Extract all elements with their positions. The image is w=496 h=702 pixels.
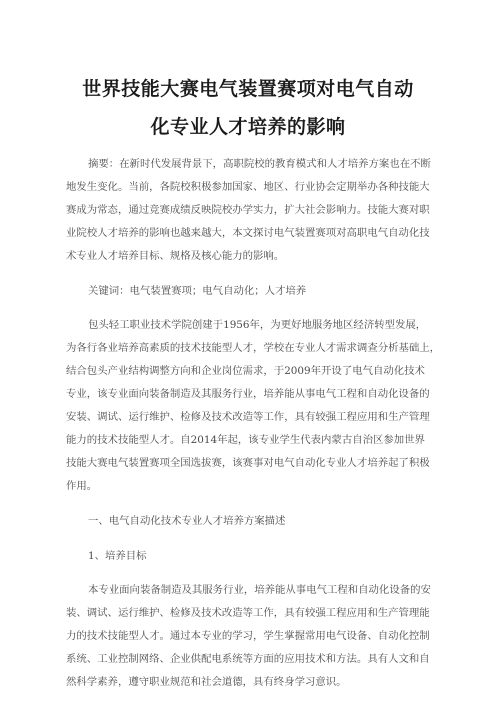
intro-line: 作用。: [66, 480, 98, 492]
goal-line: 装、调试、运行维护、检修及技术改造等工作，具有较强工程应用和生产管理能: [66, 607, 430, 619]
subsection-heading: 1、培养目标: [88, 550, 147, 562]
abstract-line: 术专业人才培养目标、规格及核心能力的影响。: [66, 250, 285, 262]
intro-line: 为各行各业培养高素质的技术技能型人才，学校在专业人才需求调查分析基础上，: [66, 342, 441, 354]
goal-line: 然科学素养，遵守职业规范和社会道德，具有终身学习意识。: [66, 676, 347, 688]
section-heading: 一、电气自动化技术专业人才培养方案描述: [88, 515, 286, 527]
intro-line: 技能大赛电气装置赛项全国选拔赛，该赛事对电气自动化专业人才培养起了积极: [66, 457, 430, 469]
intro-line: 安装、调试、运行维护、检修及技术改造等工作，具有较强工程应用和生产管理: [66, 411, 430, 423]
keywords: 关键词：电气装置赛项；电气自动化；人才培养: [88, 285, 307, 297]
goal-line: 本专业面向装备制造及其服务行业，培养能从事电气工程和自动化设备的安: [88, 584, 431, 596]
intro-line: 专业，该专业面向装备制造及其服务行业，培养能从事电气工程和自动化设备的: [66, 388, 430, 400]
abstract-line: 赛成为常态，通过竞赛成绩反映院校办学实力，扩大社会影响力。技能大赛对职: [66, 204, 430, 216]
intro-line: 能力的技术技能型人才。自2014年起，该专业学生代表内蒙古自治区参加世界: [66, 434, 425, 446]
title-line-2: 化专业人才培养的影响: [150, 116, 346, 138]
abstract-line: 业院校人才培养的影响也越来越大，本文探讨电气装置赛项对高职电气自动化技: [66, 227, 430, 239]
abstract-line: 地发生变化。当前，各院校积极参加国家、地区、行业协会定期举办各种技能大: [66, 181, 430, 193]
goal-line: 系统、工业控制网络、企业供配电系统等方面的应用技术和方法。具有人文和自: [66, 653, 430, 665]
abstract-line: 摘要：在新时代发展背景下，高职院校的教育模式和人才培养方案也在不断: [88, 158, 431, 170]
intro-line: 结合包头产业结构调整方向和企业岗位需求，于2009年开设了电气自动化技术: [66, 365, 425, 377]
title-line-1: 世界技能大赛电气装置赛项对电气自动: [82, 78, 414, 100]
goal-line: 力的技术技能型人才。通过本专业的学习，学生掌握常用电气设备、自动化控制: [66, 630, 430, 642]
intro-line: 包头轻工职业技术学院创建于1956年，为更好地服务地区经济转型发展，: [88, 319, 427, 331]
